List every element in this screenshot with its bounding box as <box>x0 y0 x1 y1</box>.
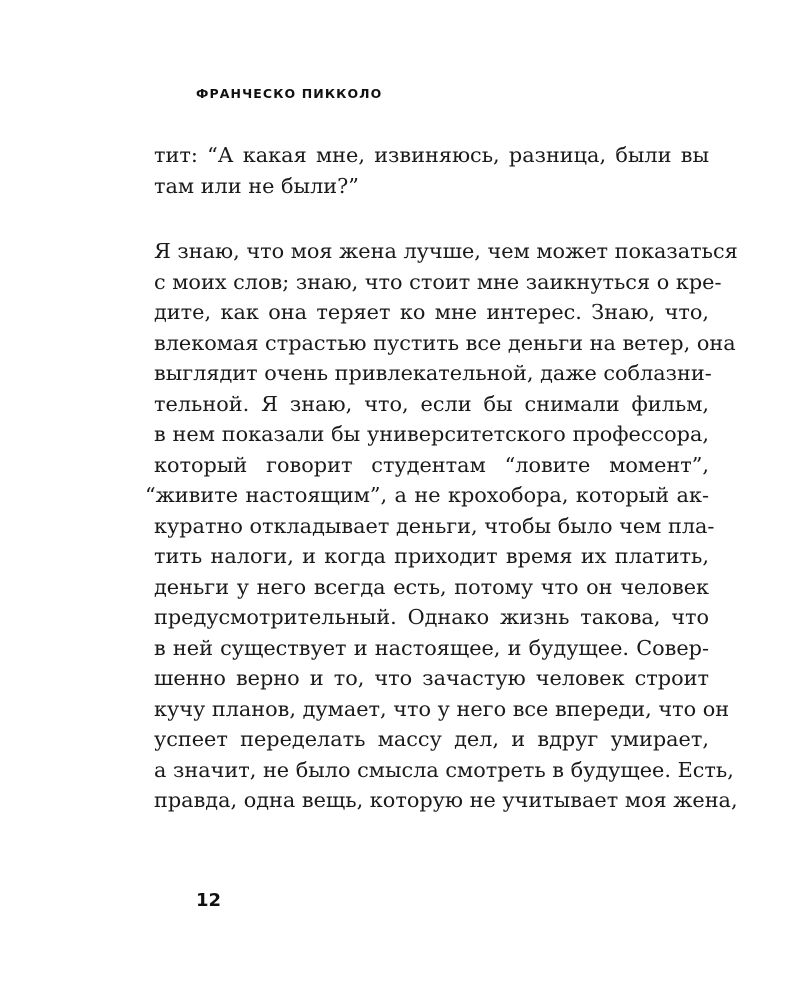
text-line: деньги у него всегда есть, потому что он человек <box>154 574 709 599</box>
paragraph <box>145 236 738 816</box>
text-line: выглядит очень привлекательной, даже соблазни- <box>154 361 712 385</box>
body-text <box>145 140 738 816</box>
text-line: “живите настоящим”, а не крохобора, который ак- <box>145 483 709 507</box>
text-line: кучу планов, думает, что у него все впереди, что он <box>154 696 730 721</box>
running-head-author: ФРАНЧЕСКО ПИККОЛО <box>196 86 383 101</box>
paragraph-spacer <box>154 201 709 236</box>
text-line: там или не были?” <box>154 173 359 198</box>
text-line: дите, как она теряет ко мне интерес. Знаю, что, <box>154 300 709 324</box>
text-line: а значит, не было смысла смотреть в будущее. Есть, <box>154 757 734 782</box>
text-line: успеет переделать массу дел, и вдруг умирает, <box>154 727 709 751</box>
text-line: тельной. Я знаю, что, если бы снимали фильм, <box>154 391 709 416</box>
text-line: в нем показали бы университетского профессора, <box>154 422 709 446</box>
text-line: тит: “А какая мне, извиняюсь, разница, были вы <box>154 143 709 167</box>
page-number: 12 <box>196 890 222 911</box>
text-line: который говорит студентам “ловите момент”, <box>154 452 709 477</box>
text-line: куратно откладывает деньги, чтобы было чем пла- <box>154 513 715 538</box>
text-line: шенно верно и то, что зачастую человек строит <box>154 666 709 690</box>
text-line: в ней существует и настоящее, и будущее. Совер- <box>154 635 709 660</box>
text-line: Я знаю, что моя жена лучше, чем может показаться <box>154 239 738 263</box>
text-line: предусмотрительный. Однако жизнь такова, что <box>154 605 709 629</box>
text-line: тить налоги, и когда приходит время их платить, <box>154 544 709 568</box>
text-line: влекомая страстью пустить все деньги на ветер, она <box>154 330 736 355</box>
text-line: правда, одна вещь, которую не учитывает моя жена, <box>154 788 738 812</box>
text-line: с моих слов; знаю, что стоит мне заикнуться о кре- <box>154 269 722 294</box>
paragraph-continuation <box>154 140 709 201</box>
